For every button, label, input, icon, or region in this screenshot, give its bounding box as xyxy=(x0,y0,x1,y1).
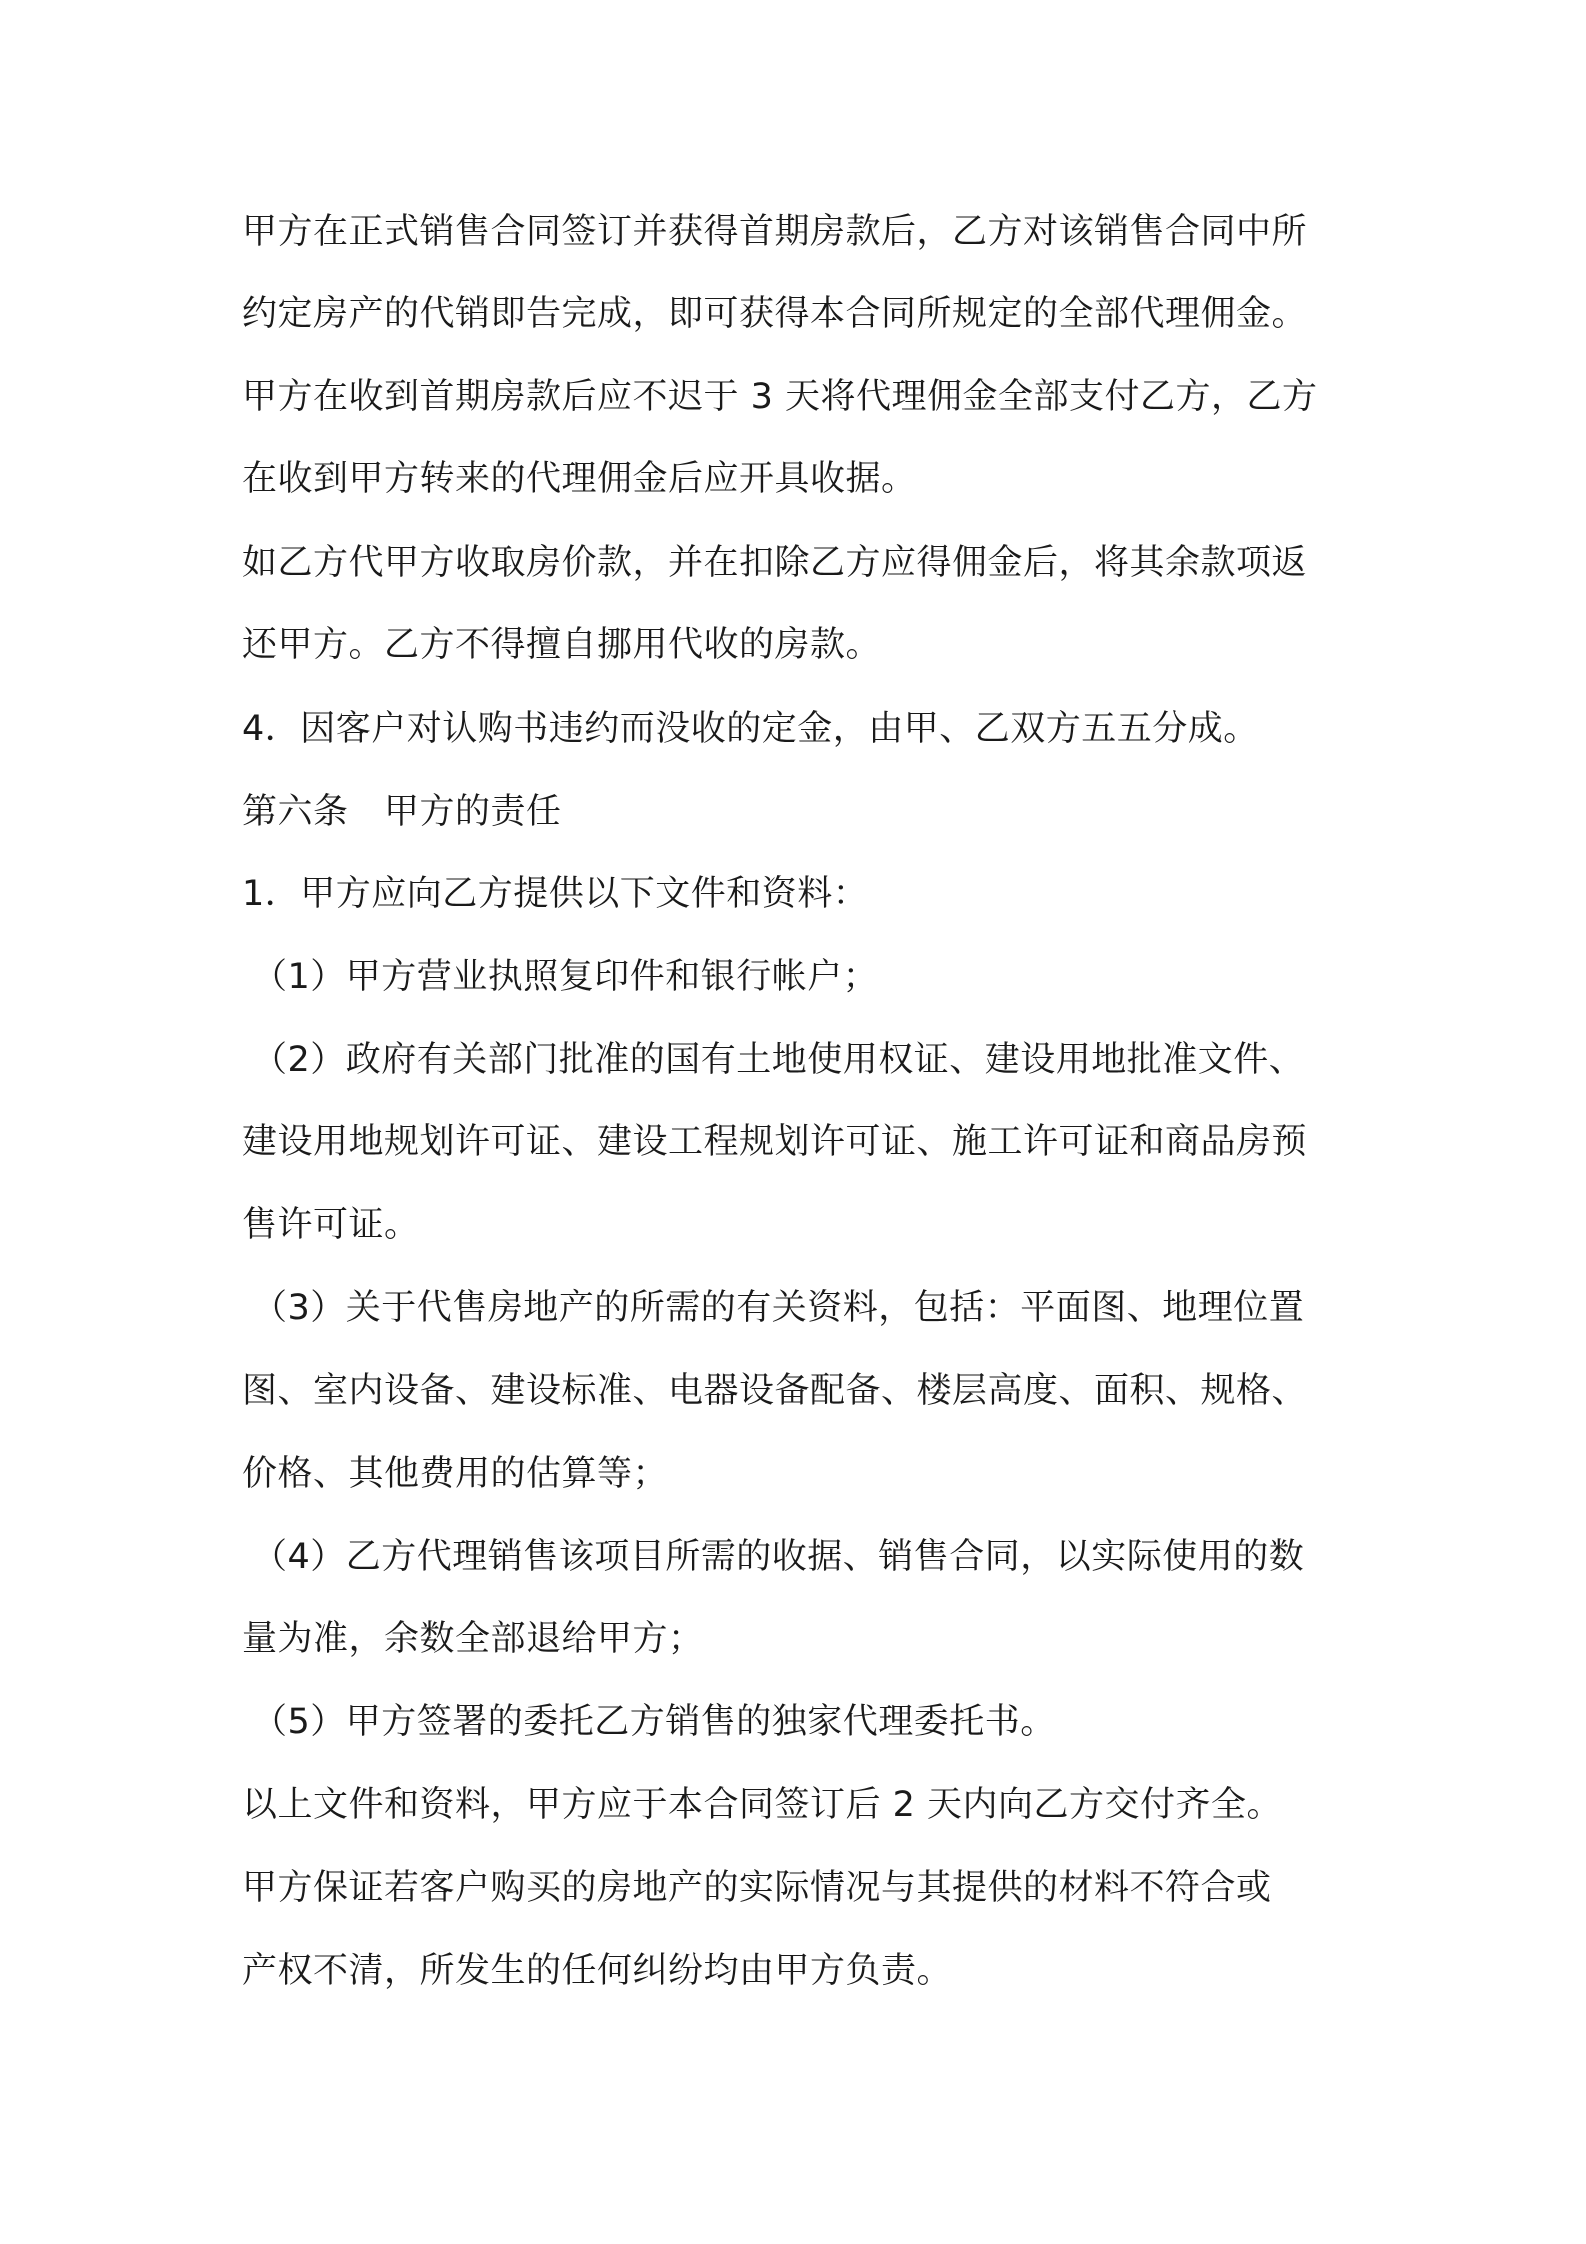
paragraph-line: 产权不清，所发生的任何纠纷均由甲方负责。 xyxy=(242,1951,953,1991)
paragraph-line: 售许可证。 xyxy=(242,1205,420,1245)
paragraph-line: 价格、其他费用的估算等； xyxy=(242,1454,669,1494)
paragraph-line: 甲方在收到首期房款后应不迟于 3 天将代理佣金全部支付乙方，乙方 xyxy=(242,377,1318,417)
list-item: （2）政府有关部门批准的国有土地使用权证、建设用地批准文件、 xyxy=(252,1040,1305,1080)
paragraph-line: 建设用地规划许可证、建设工程规划许可证、施工许可证和商品房预 xyxy=(242,1122,1308,1162)
paragraph-line: 图、室内设备、建设标准、电器设备配备、楼层高度、面积、规格、 xyxy=(242,1371,1308,1411)
list-item: （4）乙方代理销售该项目所需的收据、销售合同，以实际使用的数 xyxy=(252,1537,1305,1577)
list-item: （3）关于代售房地产的所需的有关资料，包括：平面图、地理位置 xyxy=(252,1288,1305,1328)
paragraph-line: 甲方保证若客户购买的房地产的实际情况与其提供的材料不符合或 xyxy=(242,1868,1272,1908)
list-item: （1）甲方营业执照复印件和银行帐户； xyxy=(252,957,879,997)
list-item: （5）甲方签署的委托乙方销售的独家代理委托书。 xyxy=(252,1702,1056,1742)
paragraph-line: 还甲方。乙方不得擅自挪用代收的房款。 xyxy=(242,625,882,665)
paragraph-line: 以上文件和资料，甲方应于本合同签订后 2 天内向乙方交付齐全。 xyxy=(242,1785,1283,1825)
clause-item: 1．甲方应向乙方提供以下文件和资料： xyxy=(242,874,869,914)
paragraph-line: 甲方在正式销售合同签订并获得首期房款后，乙方对该销售合同中所 xyxy=(242,212,1308,252)
paragraph-line: 量为准，余数全部退给甲方； xyxy=(242,1619,704,1659)
section-heading: 第六条 甲方的责任 xyxy=(242,792,562,832)
paragraph-line: 在收到甲方转来的代理佣金后应开具收据。 xyxy=(242,459,917,499)
paragraph-line: 约定房产的代销即告完成，即可获得本合同所规定的全部代理佣金。 xyxy=(242,294,1308,334)
paragraph-line: 如乙方代甲方收取房价款，并在扣除乙方应得佣金后，将其余款项返 xyxy=(242,543,1308,583)
clause-item: 4．因客户对认购书违约而没收的定金，由甲、乙双方五五分成。 xyxy=(242,709,1259,749)
